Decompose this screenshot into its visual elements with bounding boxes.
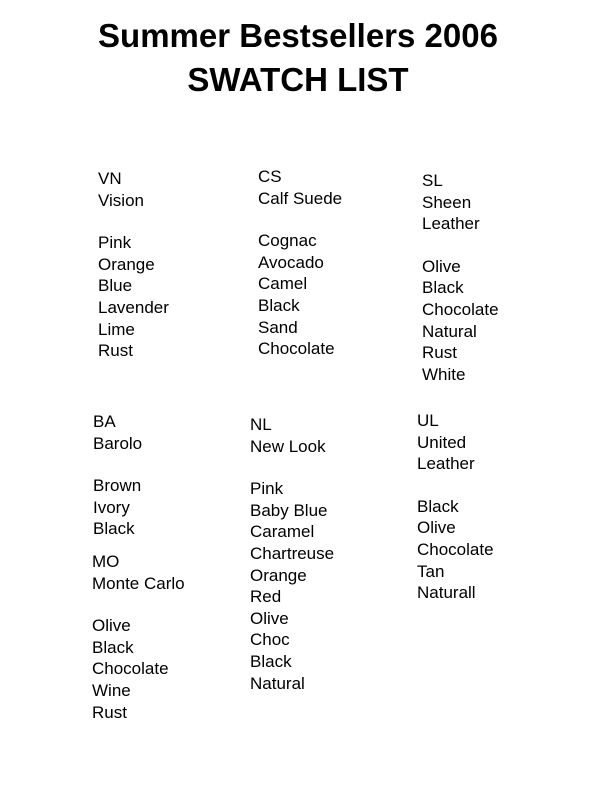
group-name: Sheen [422,192,472,212]
swatch-group-sl [422,170,499,385]
color-item: Natural [250,673,305,693]
group-name: New Look [250,436,326,456]
color-item: Pink [98,233,132,253]
color-item: Black [92,637,134,657]
group-name: Monte Carlo [92,573,185,593]
swatch-group-ba [93,411,142,540]
color-item: Lavender [98,297,169,317]
color-item: Black [250,651,292,671]
color-item: Caramel [250,522,315,542]
group-code: CS [258,167,282,186]
color-item: Sand [258,317,298,337]
color-item: Chocolate [417,539,494,559]
color-item: Camel [258,274,308,294]
color-item: Chocolate [92,659,169,679]
color-item: White [422,364,466,384]
color-item: Tan [417,561,445,581]
page-subtitle: SWATCH LIST [187,61,409,98]
swatch-group-nl [250,414,334,694]
group-name: United [417,432,467,452]
group-code: SL [422,171,443,190]
color-item: Chocolate [258,339,335,359]
color-item: Black [258,295,300,315]
color-item: Orange [250,565,307,585]
color-item: Avocado [258,252,324,272]
color-item: Natural [422,321,477,341]
color-item: Choc [250,630,290,650]
color-item: Black [417,496,459,516]
group-code: BA [93,412,116,431]
group-code: MO [92,552,120,571]
color-item: Pink [250,479,284,499]
color-item: Rust [98,341,133,361]
color-item: Olive [250,608,289,628]
group-code: VN [98,169,122,188]
color-item: Olive [92,616,131,636]
page-title: Summer Bestsellers 2006 [98,17,498,54]
color-item: Chocolate [422,299,499,319]
color-item: Naturall [417,583,476,603]
group-name: Calf Suede [258,188,343,208]
group-code: UL [417,411,439,430]
group-code: NL [250,415,272,434]
color-item: Rust [422,343,457,363]
color-item: Black [422,278,464,298]
color-item: Wine [92,680,131,700]
color-item: Baby Blue [250,500,328,520]
swatch-group-mo [92,551,185,723]
color-item: Blue [98,276,133,296]
group-name: Leather [422,214,480,234]
group-name: Barolo [93,433,143,453]
color-item: Olive [422,256,461,276]
color-item: Chartreuse [250,543,335,563]
color-item: Black [93,519,135,539]
swatch-group-vn [98,168,169,362]
color-item: Red [250,587,282,607]
color-item: Ivory [93,497,130,517]
color-item: Cognac [258,231,317,251]
group-name: Leather [417,454,475,474]
color-item: Olive [417,518,456,538]
color-item: Orange [98,254,155,274]
color-item: Lime [98,319,135,339]
swatch-group-ul [417,410,494,604]
color-item: Rust [92,702,127,722]
swatch-group-cs [258,166,342,360]
group-name: Vision [98,190,144,210]
color-item: Brown [93,476,142,496]
